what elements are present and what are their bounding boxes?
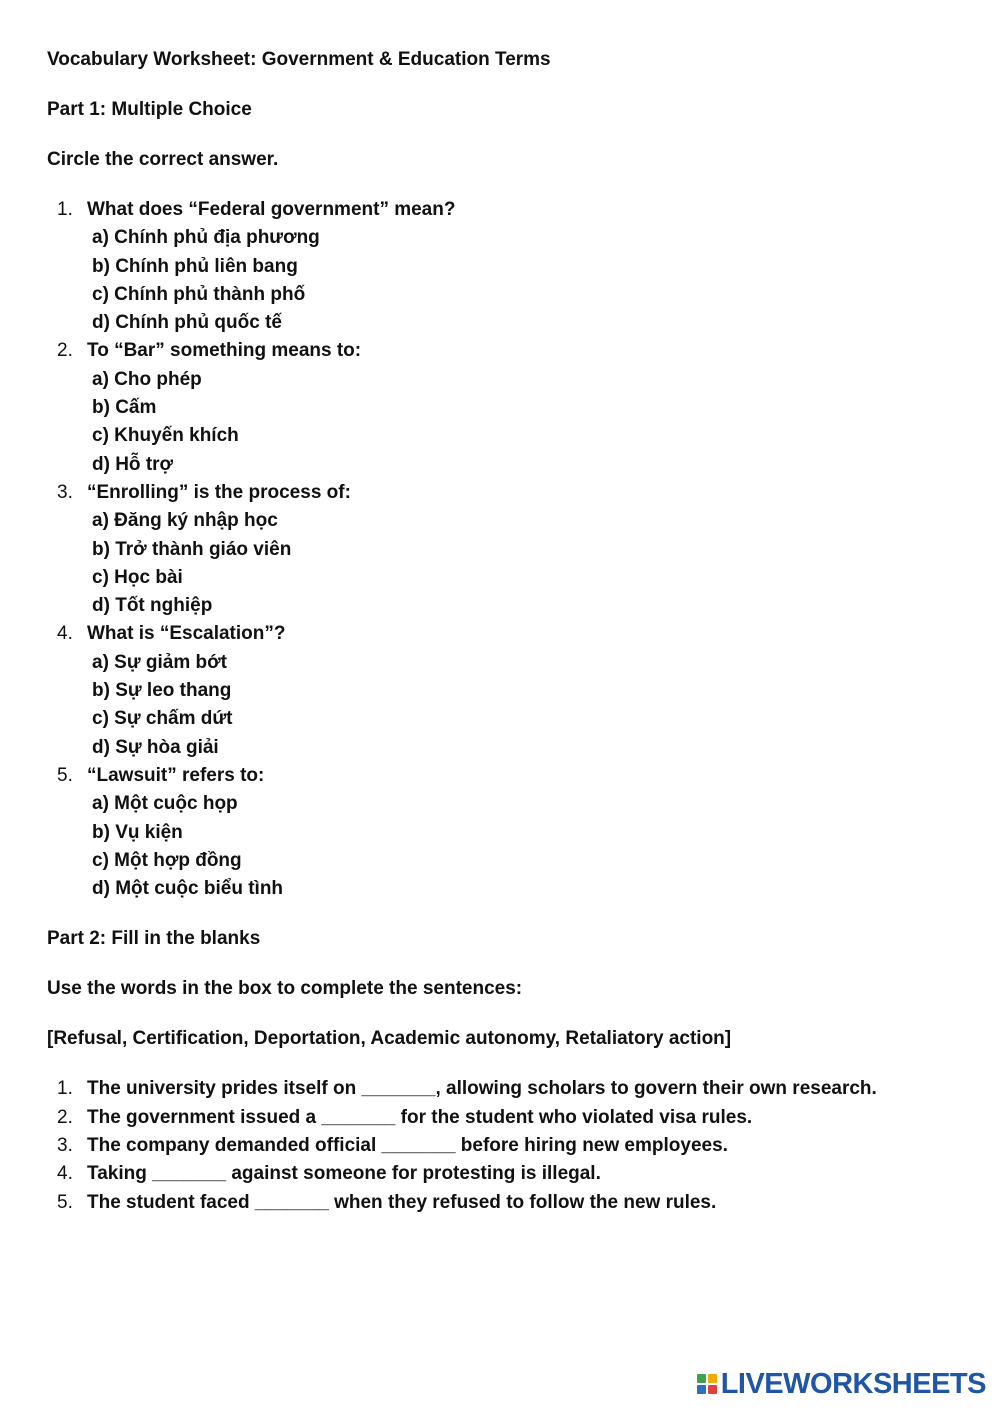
sentence-item[interactable] bbox=[47, 1160, 967, 1188]
answer-option[interactable]: d) Tốt nghiệp bbox=[92, 595, 213, 617]
part1-heading: Part 1: Multiple Choice bbox=[47, 99, 252, 120]
answer-option[interactable]: c) Khuyến khích bbox=[92, 425, 239, 447]
logo-mark-tile bbox=[697, 1385, 706, 1394]
sentence-text: Taking _______ against someone for protesting is illegal. bbox=[87, 1163, 601, 1185]
logo-mark-tile bbox=[708, 1385, 717, 1394]
sentence-text: The university prides itself on _______, allowing scholars to govern their own research. bbox=[87, 1078, 877, 1100]
word-box: [Refusal, Certification, Deportation, Academic autonomy, Retaliatory action] bbox=[47, 1028, 732, 1050]
answer-option[interactable]: a) Sự giảm bớt bbox=[92, 651, 227, 673]
worksheet-title: Vocabulary Worksheet: Government & Education Terms bbox=[47, 49, 551, 70]
question-item bbox=[47, 337, 967, 478]
answer-option[interactable]: a) Một cuộc họp bbox=[92, 793, 238, 815]
answer-option[interactable]: d) Hỗ trợ bbox=[92, 453, 174, 475]
answer-option[interactable]: b) Vụ kiện bbox=[92, 821, 183, 843]
answer-option[interactable]: b) Sự leo thang bbox=[92, 680, 232, 702]
sentence-number: 1. bbox=[57, 1078, 73, 1100]
answer-option[interactable]: b) Cấm bbox=[92, 397, 157, 419]
worksheet-page bbox=[47, 46, 967, 1217]
sentence-text: The government issued a _______ for the student who violated visa rules. bbox=[87, 1106, 753, 1128]
question-item bbox=[47, 762, 967, 903]
sentence-number: 5. bbox=[57, 1191, 73, 1213]
sentence-item[interactable] bbox=[47, 1075, 967, 1103]
answer-option[interactable]: d) Chính phủ quốc tế bbox=[92, 312, 282, 334]
fill-in-blanks-list bbox=[47, 1075, 967, 1216]
answer-option[interactable]: a) Chính phủ địa phương bbox=[92, 227, 320, 249]
part2-heading: Part 2: Fill in the blanks bbox=[47, 928, 261, 950]
sentence-number: 2. bbox=[57, 1106, 73, 1128]
question-item bbox=[47, 479, 967, 620]
question-text: To “Bar” something means to: bbox=[87, 340, 362, 362]
question-text: What does “Federal government” mean? bbox=[87, 199, 456, 220]
sentence-item[interactable] bbox=[47, 1104, 967, 1132]
answer-option[interactable]: a) Cho phép bbox=[92, 368, 202, 390]
question-number: 2. bbox=[57, 340, 73, 362]
answer-option[interactable]: c) Chính phủ thành phố bbox=[92, 283, 306, 305]
question-item bbox=[47, 196, 967, 337]
answer-option[interactable]: b) Trở thành giáo viên bbox=[92, 538, 292, 560]
sentence-text: The company demanded official _______ before hiring new employees. bbox=[87, 1135, 728, 1157]
question-text: “Enrolling” is the process of: bbox=[87, 481, 351, 503]
question-number: 5. bbox=[57, 764, 73, 786]
sentence-item[interactable] bbox=[47, 1189, 967, 1217]
logo-text: LIVEWORKSHEETS bbox=[720, 1367, 986, 1400]
sentence-item[interactable] bbox=[47, 1132, 967, 1160]
multiple-choice-list bbox=[47, 196, 967, 903]
question-number: 3. bbox=[57, 481, 73, 503]
answer-option[interactable]: c) Học bài bbox=[92, 566, 183, 588]
answer-option[interactable]: d) Sự hòa giải bbox=[92, 736, 219, 758]
liveworksheets-logo[interactable] bbox=[697, 1367, 986, 1401]
answer-option[interactable]: d) Một cuộc biểu tình bbox=[92, 878, 284, 900]
part1-instruction: Circle the correct answer. bbox=[47, 149, 279, 170]
question-text: What is “Escalation”? bbox=[87, 623, 286, 645]
part2-instruction: Use the words in the box to complete the sentences: bbox=[47, 978, 523, 1000]
answer-option[interactable]: b) Chính phủ liên bang bbox=[92, 255, 298, 277]
logo-mark-tile bbox=[708, 1374, 717, 1383]
sentence-text: The student faced _______ when they refused to follow the new rules. bbox=[87, 1191, 717, 1213]
answer-option[interactable]: a) Đăng ký nhập học bbox=[92, 510, 278, 532]
question-item bbox=[47, 620, 967, 761]
sentence-number: 4. bbox=[57, 1163, 73, 1185]
answer-option[interactable]: c) Sự chấm dứt bbox=[92, 708, 233, 730]
question-number: 4. bbox=[57, 623, 73, 645]
question-number: 1. bbox=[57, 199, 73, 220]
logo-mark-tile bbox=[697, 1374, 706, 1383]
question-text: “Lawsuit” refers to: bbox=[87, 764, 265, 786]
liveworksheets-mark-icon bbox=[697, 1374, 717, 1394]
sentence-number: 3. bbox=[57, 1135, 73, 1157]
answer-option[interactable]: c) Một hợp đồng bbox=[92, 849, 242, 871]
